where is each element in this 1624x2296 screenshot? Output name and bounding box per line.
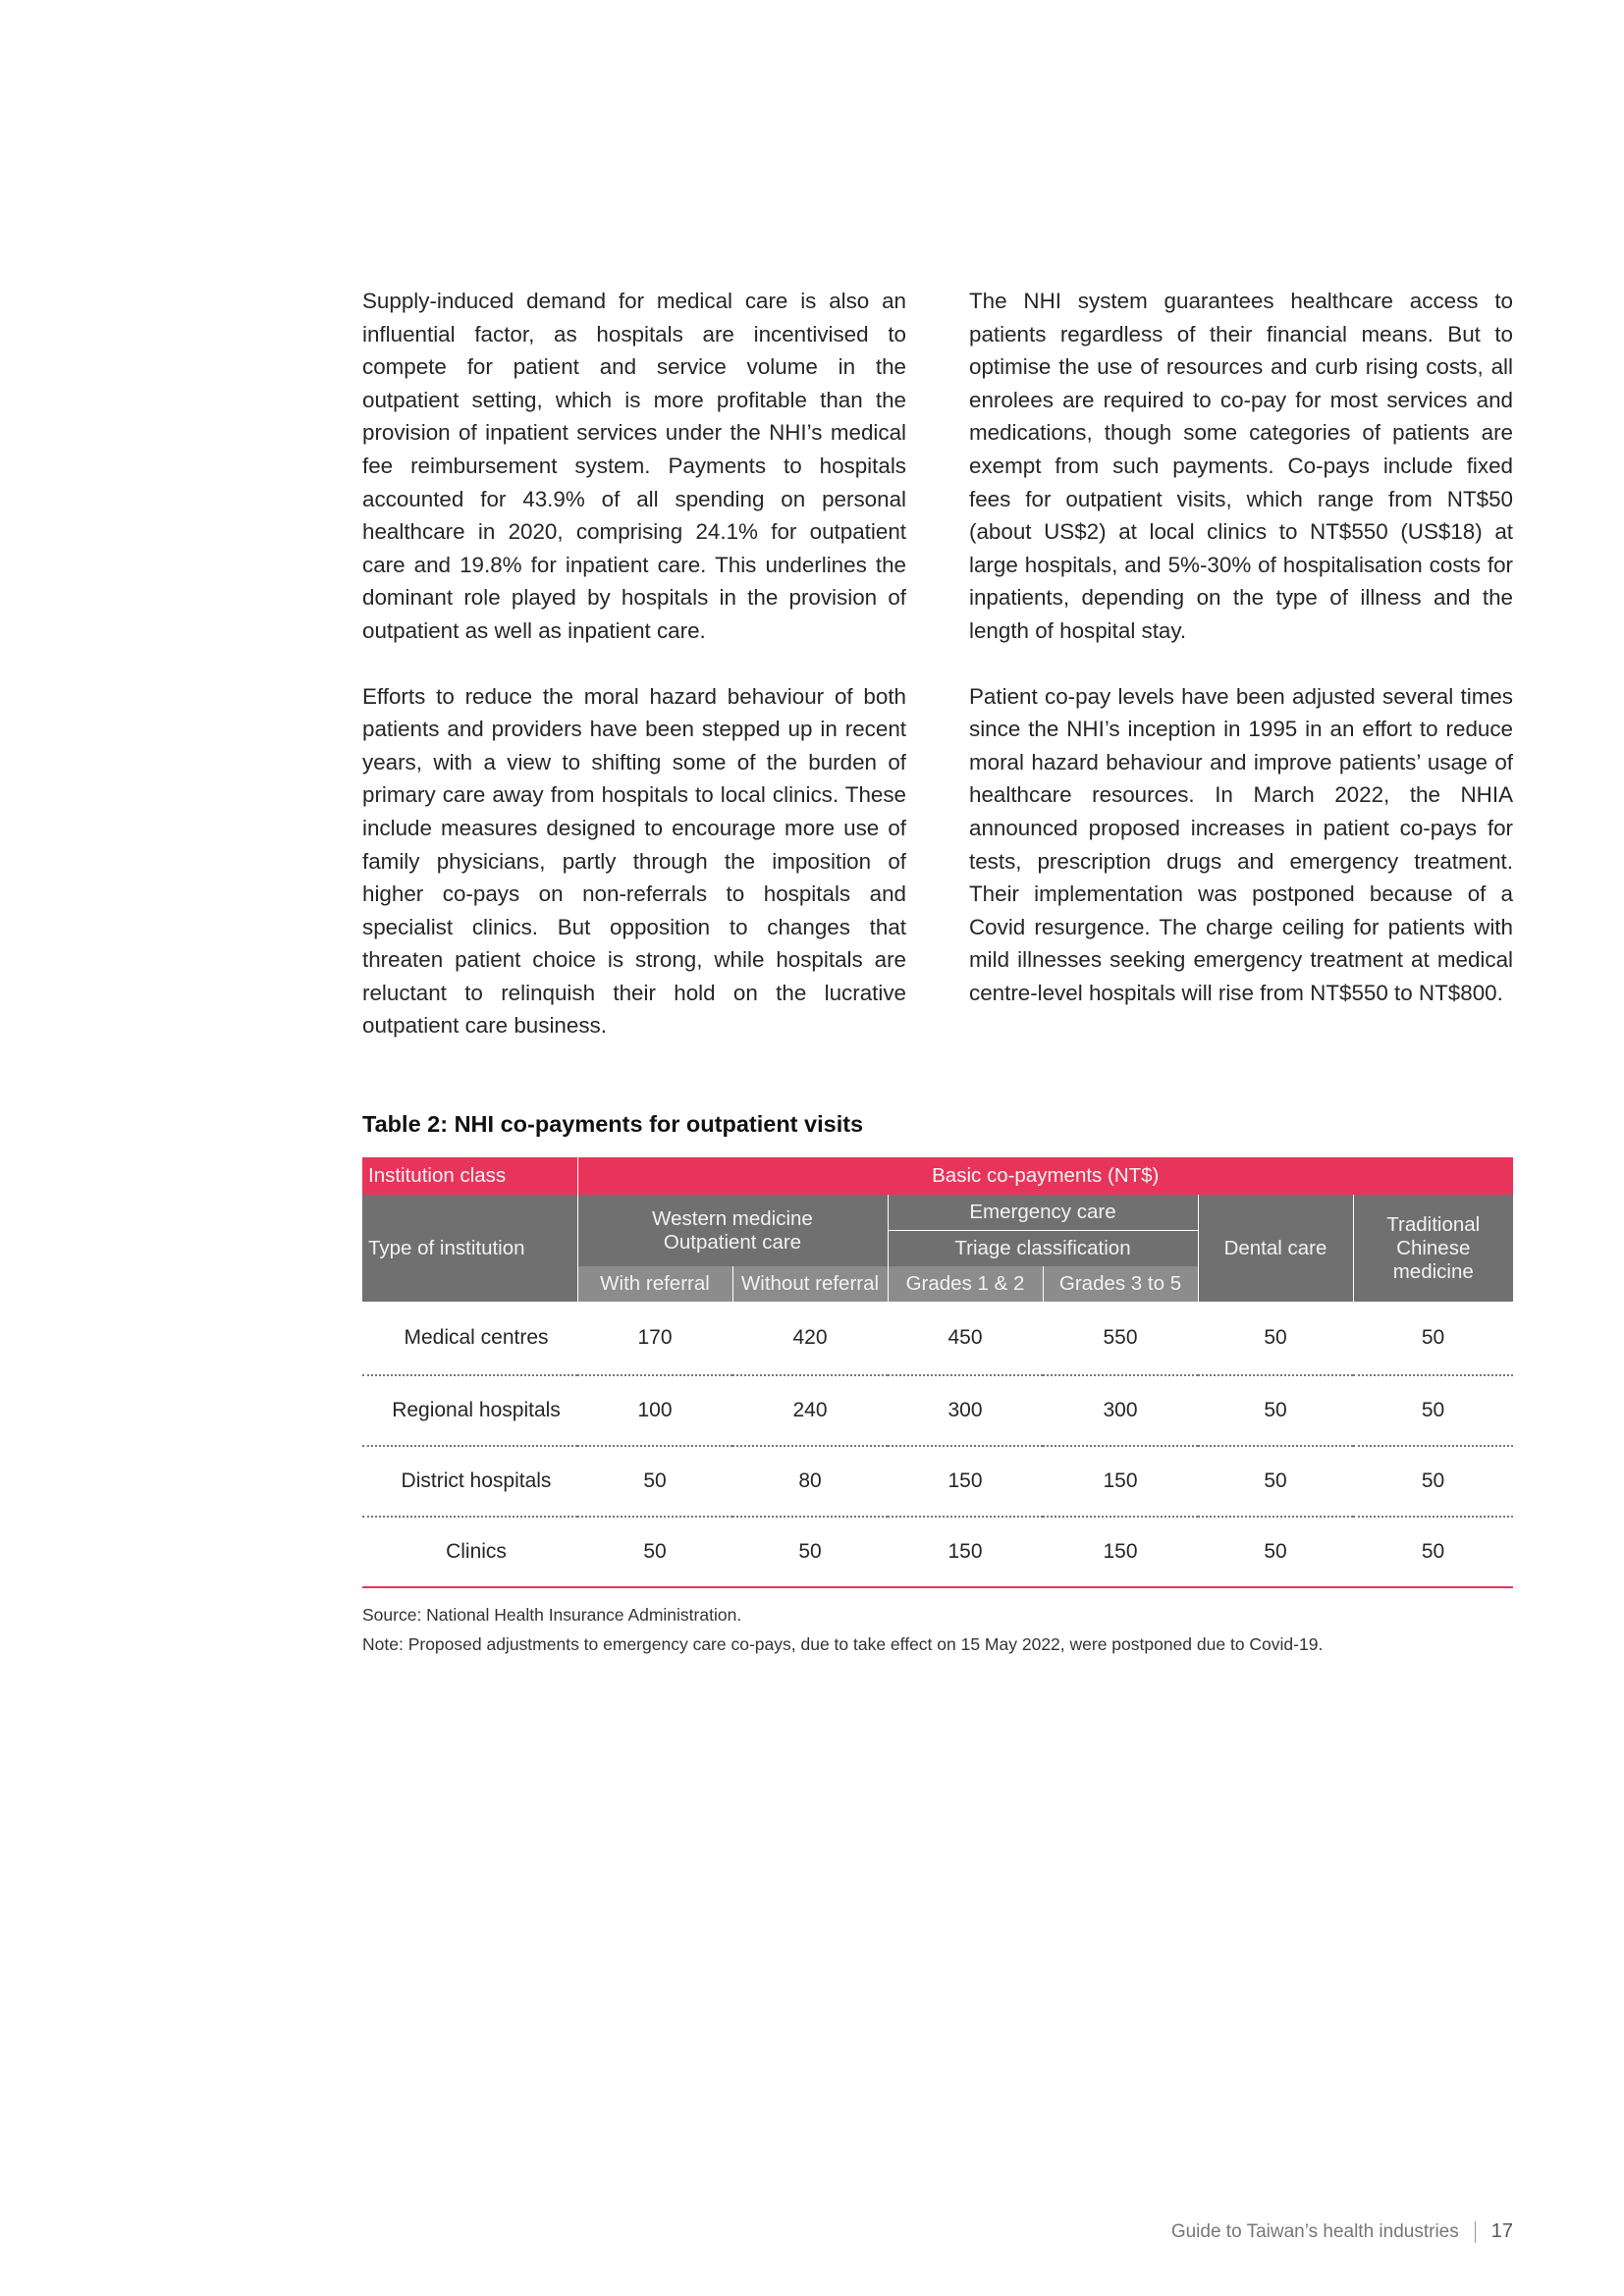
- cell-without-referral: 50: [732, 1517, 888, 1587]
- header-institution-class: Institution class: [362, 1157, 577, 1195]
- cell-without-referral: 240: [732, 1375, 888, 1446]
- header-with-referral: With referral: [577, 1266, 732, 1302]
- body-text-columns: [362, 285, 1513, 1075]
- table-notes: [362, 1600, 1323, 1659]
- header-without-referral: Without referral: [732, 1266, 888, 1302]
- header-western-medicine: [577, 1195, 888, 1266]
- page-footer: [1171, 2220, 1513, 2243]
- cell-dental: 50: [1198, 1446, 1353, 1517]
- cell-grades-1-2: 150: [888, 1446, 1043, 1517]
- cell-dental: 50: [1198, 1517, 1353, 1587]
- table-title: Table 2: NHI co-payments for outpatient visits: [362, 1111, 864, 1137]
- cell-grades-3-5: 150: [1043, 1517, 1198, 1587]
- cell-with-referral: 100: [577, 1375, 732, 1446]
- header-outpatient-care-label: Outpatient care: [663, 1230, 802, 1254]
- header-western-medicine-label: Western medicine: [652, 1206, 813, 1230]
- cell-dental: 50: [1198, 1375, 1353, 1446]
- cell-with-referral: 170: [577, 1302, 732, 1375]
- footer-divider: [1475, 2221, 1476, 2243]
- row-institution-name: Clinics: [362, 1517, 577, 1587]
- cell-grades-1-2: 300: [888, 1375, 1043, 1446]
- table-row: [362, 1375, 1513, 1446]
- left-paragraph-2: Efforts to reduce the moral hazard behaviour of both patients and providers have been stepped up in recent years, with a view to shifting some of the burden of primary care away from hospitals to local clinics. These include measures designed to encourage more use of family physicians, partly through the imposition of higher co-pays on non-referrals to hospitals and specialist clinics. But opposition to changes that threaten patient choice is strong, while hospitals are reluctant to relinquish their hold on the lucrative outpatient care business.: [362, 683, 906, 1039]
- table-row: [362, 1302, 1513, 1375]
- cell-without-referral: 420: [732, 1302, 888, 1375]
- header-tcm-line2: Chinese: [1396, 1236, 1471, 1259]
- cell-tcm: 50: [1353, 1517, 1513, 1587]
- cell-grades-3-5: 550: [1043, 1302, 1198, 1375]
- cell-grades-3-5: 300: [1043, 1375, 1198, 1446]
- header-emergency-care: Emergency care: [888, 1195, 1198, 1231]
- header-traditional-chinese-medicine: [1353, 1195, 1513, 1302]
- table-row: [362, 1517, 1513, 1587]
- cell-tcm: 50: [1353, 1375, 1513, 1446]
- right-paragraph-1: The NHI system guarantees healthcare access to patients regardless of their financial means. But to optimise the use of resources and curb rising costs, all enrolees are required to co-pay for most services and medications, though some categories of patients are exempt from such payments. Co-pays include fixed fees for outpatient visits, which range from NT$50 (about US$2) at local clinics to NT$550 (US$18) at large hospitals, and 5%-30% of hospitalisation costs for inpatients, depending on the type of illness and the length of hospital stay.: [969, 289, 1513, 643]
- cell-with-referral: 50: [577, 1446, 732, 1517]
- footnote: Note: Proposed adjustments to emergency care co-pays, due to take effect on 15 May 2022, were postponed due to Covid-19.: [362, 1634, 1324, 1654]
- cell-tcm: 50: [1353, 1302, 1513, 1375]
- header-triage-classification: Triage classification: [888, 1231, 1198, 1267]
- right-column: [969, 285, 1513, 1075]
- copayment-table: [362, 1157, 1513, 1588]
- header-grades-3-5: Grades 3 to 5: [1043, 1266, 1198, 1302]
- row-institution-name: District hospitals: [362, 1446, 577, 1517]
- header-tcm-line3: medicine: [1392, 1259, 1474, 1283]
- table-row: [362, 1446, 1513, 1517]
- cell-grades-1-2: 150: [888, 1517, 1043, 1587]
- right-paragraph-2: Patient co-pay levels have been adjusted several times since the NHI’s inception in 1995 in an effort to reduce moral hazard behaviour and improve patients’ usage of healthcare resources. In March 2022, the NHIA announced proposed increases in patient co-pays for tests, prescription drugs and emergency treatment. Their implementation was postponed because of a Covid resurgence. The charge ceiling for patients with mild illnesses seeking emergency treatment at medical centre-level hospitals will rise from NT$550 to NT$800.: [969, 683, 1513, 1005]
- cell-with-referral: 50: [577, 1517, 732, 1587]
- cell-grades-3-5: 150: [1043, 1446, 1198, 1517]
- header-row-category: [362, 1195, 1513, 1231]
- page-number: 17: [1490, 2220, 1513, 2242]
- row-institution-name: Regional hospitals: [362, 1375, 577, 1446]
- header-type-of-institution: Type of institution: [362, 1195, 577, 1302]
- header-grades-1-2: Grades 1 & 2: [888, 1266, 1043, 1302]
- source-note: Source: National Health Insurance Administration.: [362, 1605, 742, 1625]
- row-institution-name: Medical centres: [362, 1302, 577, 1375]
- cell-grades-1-2: 450: [888, 1302, 1043, 1375]
- header-row-class: [362, 1157, 1513, 1195]
- left-column: [362, 285, 906, 1075]
- header-tcm-line1: Traditional: [1386, 1212, 1481, 1236]
- left-paragraph-1: Supply-induced demand for medical care is also an influential factor, as hospitals are incentivised to compete for patient and service volume in the outpatient setting, which is more profitable than the provision of inpatient services under the NHI’s medical fee reimbursement system. Payments to hospitals accounted for 43.9% of all spending on personal healthcare in 2020, comprising 24.1% for outpatient care and 19.8% for inpatient care. This underlines the dominant role played by hospitals in the provision of outpatient as well as inpatient care.: [362, 289, 906, 643]
- cell-without-referral: 80: [732, 1446, 888, 1517]
- cell-dental: 50: [1198, 1302, 1353, 1375]
- footer-guide-title: Guide to Taiwan’s health industries: [1170, 2220, 1459, 2242]
- header-dental-care: Dental care: [1198, 1195, 1353, 1302]
- cell-tcm: 50: [1353, 1446, 1513, 1517]
- header-basic-copayments: Basic co-payments (NT$): [577, 1157, 1513, 1195]
